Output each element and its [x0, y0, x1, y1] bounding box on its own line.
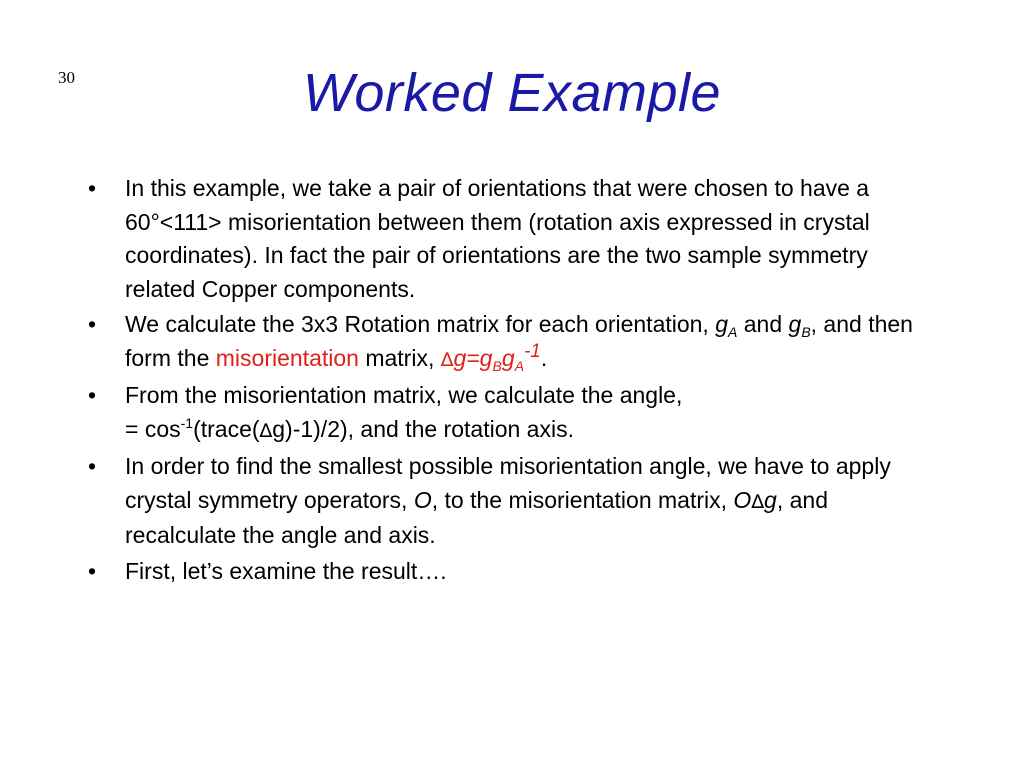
symbol-g: g [715, 311, 729, 337]
subscript-a: A [728, 324, 738, 340]
text-run: matrix, [358, 344, 441, 371]
misorientation-formula [440, 340, 541, 374]
symbol-o: O [733, 486, 752, 513]
delta-symbol: ∆ [751, 490, 765, 513]
formula-text: g=g [453, 344, 493, 371]
bullet-text [125, 311, 913, 374]
text-run: g)-1)/2), and the rotation axis. [272, 415, 574, 442]
misorientation-highlight: misorientation [215, 344, 359, 371]
bullet-marker: • [88, 382, 97, 408]
bullet-item-4 [88, 450, 938, 553]
bullet-marker: • [88, 175, 97, 201]
inverse-exponent: -1 [180, 414, 194, 431]
bullet-marker: • [88, 453, 97, 479]
bullet-marker: • [88, 311, 97, 337]
symbol-g: g [501, 344, 515, 371]
subscript-b: B [801, 324, 811, 340]
text-run: . [540, 344, 548, 371]
symbol-g: g [764, 486, 777, 513]
bullet-item-1 [88, 172, 938, 306]
symbol-o: O [413, 486, 432, 513]
inverse-exponent: -1 [523, 340, 541, 362]
symbol-g: g [788, 311, 802, 337]
subscript-a: A [514, 357, 524, 374]
bullet-text: In this example, we take a pair of orientations that were chosen to have a 60°<111> misorientation between them (rotation axis expressed in crystal coordinates). In fact the pair of orientations are the two sample symmetry related Copper components. [125, 175, 870, 302]
text-run: = cos [125, 415, 181, 442]
subscript-b: B [492, 357, 502, 374]
delta-symbol: ∆ [440, 348, 454, 371]
bullet-text [125, 453, 891, 548]
text-run: We calculate the 3x3 Rotation matrix for each orientation, [125, 311, 716, 337]
bullet-text [125, 382, 682, 442]
text-run: From the misorientation matrix, we calculate the angle, [125, 382, 683, 408]
slide-title: Worked Example [302, 63, 722, 123]
text-run: , and recalculate the angle and axis. [125, 486, 828, 548]
text-run: (trace( [193, 415, 260, 442]
bullet-text: First, let’s examine the result…. [125, 557, 447, 584]
bullet-item-5 [88, 555, 938, 589]
bullet-marker: • [88, 557, 97, 584]
text-run: , to the misorientation matrix, [431, 486, 734, 513]
slide-number: 30 [58, 68, 75, 87]
bullet-item-2 [88, 308, 938, 377]
bullet-list [88, 172, 938, 590]
bullet-item-3 [88, 379, 938, 448]
text-run: , and then form the [125, 311, 913, 371]
text-run: In order to find the smallest possible misorientation angle, we have to apply crystal symmetry operators, [125, 453, 891, 513]
text-run: and [737, 311, 789, 337]
delta-symbol: ∆ [259, 419, 273, 442]
